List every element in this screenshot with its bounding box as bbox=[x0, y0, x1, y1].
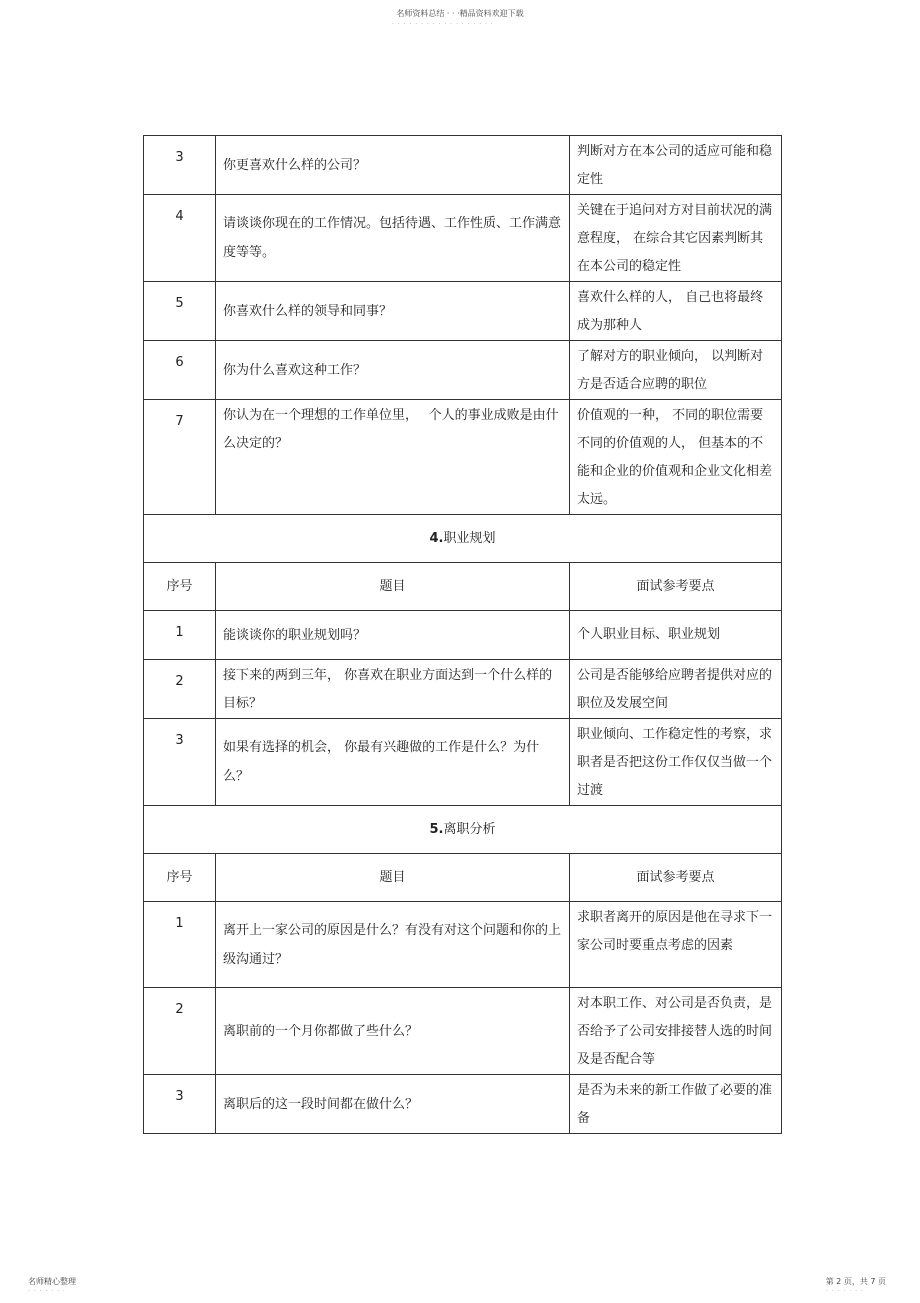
table-row bbox=[144, 282, 782, 341]
column-header-row bbox=[144, 563, 782, 611]
row-number: 2 bbox=[144, 660, 216, 719]
table-row bbox=[144, 341, 782, 400]
question-cell: 接下来的两到三年， 你喜欢在职业方面达到一个什么样的目标？ bbox=[216, 660, 570, 719]
row-number: 3 bbox=[144, 719, 216, 806]
column-header-question: 题目 bbox=[216, 854, 570, 902]
question-cell: 你认为在一个理想的工作单位里， 个人的事业成败是由什么决定的？ bbox=[216, 400, 570, 515]
section-heading-row bbox=[144, 806, 782, 854]
section-heading bbox=[144, 515, 782, 563]
column-header-number: 序号 bbox=[144, 854, 216, 902]
question-cell: 你为什么喜欢这种工作？ bbox=[216, 341, 570, 400]
reference-point-cell: 了解对方的职业倾向， 以判断对方是否适合应聘的职位 bbox=[570, 341, 782, 400]
reference-point-cell: 个人职业目标、职业规划 bbox=[570, 611, 782, 660]
page-indicator: 第 2 页，共 7 页 bbox=[825, 1277, 886, 1286]
row-number: 5 bbox=[144, 282, 216, 341]
section-heading-row bbox=[144, 515, 782, 563]
reference-point-cell: 价值观的一种， 不同的职位需要不同的价值观的人， 但基本的不能和企业的价值观和企业文化相差太远。 bbox=[570, 400, 782, 515]
column-header-question: 题目 bbox=[216, 563, 570, 611]
reference-point-cell: 求职者离开的原因是他在寻求下一家公司时要重点考虑的因素 bbox=[570, 902, 782, 988]
reference-point-cell: 对本职工作、对公司是否负责，是否给予了公司安排接替人选的时间及是否配合等 bbox=[570, 988, 782, 1075]
table-row bbox=[144, 660, 782, 719]
question-cell: 请谈谈你现在的工作情况。包括待遇、工作性质、工作满意度等等。 bbox=[216, 195, 570, 282]
section-title: 职业规划 bbox=[443, 530, 496, 546]
question-cell: 你喜欢什么样的领导和同事？ bbox=[216, 282, 570, 341]
table-row bbox=[144, 611, 782, 660]
question-cell: 能谈谈你的职业规划吗？ bbox=[216, 611, 570, 660]
footer-left-text: 名师精心整理 bbox=[28, 1277, 76, 1286]
section-number: 5. bbox=[429, 821, 444, 837]
table-row bbox=[144, 719, 782, 806]
row-number: 1 bbox=[144, 902, 216, 988]
table-row bbox=[144, 195, 782, 282]
row-number: 3 bbox=[144, 1075, 216, 1134]
row-number: 2 bbox=[144, 988, 216, 1075]
question-cell: 离职前的一个月你都做了些什么？ bbox=[216, 988, 570, 1075]
section-heading bbox=[144, 806, 782, 854]
section-title: 离职分析 bbox=[443, 821, 496, 837]
question-cell: 如果有选择的机会， 你最有兴趣做的工作是什么？为什么？ bbox=[216, 719, 570, 806]
table-row bbox=[144, 400, 782, 515]
row-number: 7 bbox=[144, 400, 216, 515]
interview-questions-table bbox=[143, 135, 782, 1134]
reference-point-cell: 职业倾向、工作稳定性的考察，求职者是否把这份工作仅仅当做一个过渡 bbox=[570, 719, 782, 806]
reference-point-cell: 关键在于追问对方对目前状况的满意程度， 在综合其它因素判断其在本公司的稳定性 bbox=[570, 195, 782, 282]
footer-right-dots: · · · · · · · bbox=[826, 1288, 864, 1295]
page-header: 名师资料总结 · · ·精品资料欢迎下载 bbox=[396, 9, 524, 18]
row-number: 3 bbox=[144, 136, 216, 195]
column-header-row bbox=[144, 854, 782, 902]
footer-left-dots: · · · · · · · bbox=[28, 1288, 66, 1295]
table-row bbox=[144, 136, 782, 195]
column-header-reference: 面试参考要点 bbox=[570, 563, 782, 611]
row-number: 4 bbox=[144, 195, 216, 282]
question-cell: 离职后的这一段时间都在做什么？ bbox=[216, 1075, 570, 1134]
question-cell: 离开上一家公司的原因是什么？有没有对这个问题和你的上级沟通过？ bbox=[216, 902, 570, 988]
column-header-reference: 面试参考要点 bbox=[570, 854, 782, 902]
header-dots: · · · · · · · · · · · · · · · · · · bbox=[392, 21, 494, 28]
section-number: 4. bbox=[429, 530, 444, 546]
row-number: 6 bbox=[144, 341, 216, 400]
reference-point-cell: 是否为未来的新工作做了必要的准备 bbox=[570, 1075, 782, 1134]
column-header-number: 序号 bbox=[144, 563, 216, 611]
row-number: 1 bbox=[144, 611, 216, 660]
table-row bbox=[144, 902, 782, 988]
question-cell: 你更喜欢什么样的公司？ bbox=[216, 136, 570, 195]
reference-point-cell: 公司是否能够给应聘者提供对应的职位及发展空间 bbox=[570, 660, 782, 719]
table-row bbox=[144, 988, 782, 1075]
table-row bbox=[144, 1075, 782, 1134]
reference-point-cell: 判断对方在本公司的适应可能和稳定性 bbox=[570, 136, 782, 195]
reference-point-cell: 喜欢什么样的人， 自己也将最终成为那种人 bbox=[570, 282, 782, 341]
